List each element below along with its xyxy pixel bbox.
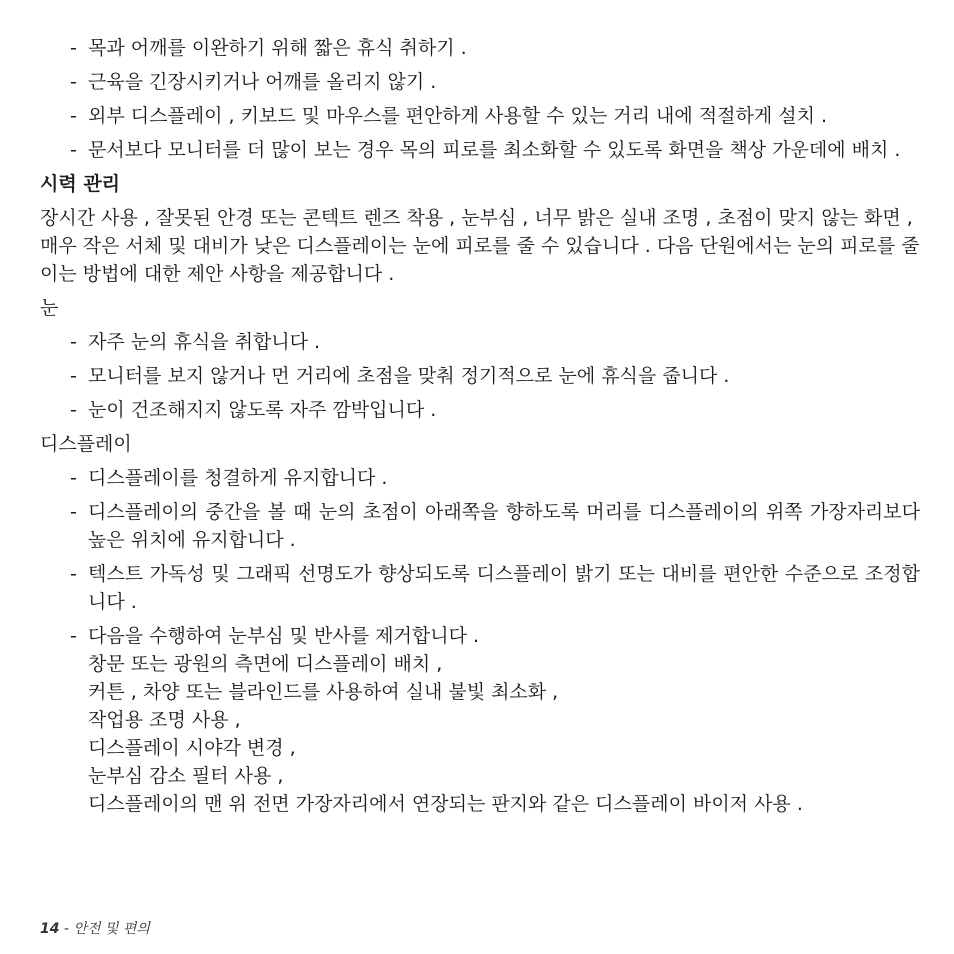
glare-item: 창문 또는 광원의 측면에 디스플레이 배치 , <box>88 653 443 675</box>
footer-section-title: 안전 및 편의 <box>73 921 150 937</box>
glare-item: 디스플레이의 맨 위 전면 가장자리에서 연장되는 판지와 같은 디스플레이 바이저 사용 . <box>88 793 803 815</box>
display-bullet <box>40 464 920 492</box>
bullet-text: 디스플레이의 중간을 볼 때 눈의 초점이 아래쪽을 향하도록 머리를 디스플레이의 위쪽 가장자리보다 높은 위치에 유지합니다 . <box>88 501 920 551</box>
glare-item: 디스플레이 시야각 변경 , <box>88 737 296 759</box>
bullet-text: 디스플레이를 청결하게 유지합니다 . <box>88 467 388 489</box>
glare-intro: 다음을 수행하여 눈부심 및 반사를 제거합니다 . <box>88 625 480 647</box>
page-footer <box>40 918 150 938</box>
display-bullet-glare <box>40 622 920 818</box>
posture-bullet <box>40 68 920 96</box>
bullet-dash: - <box>70 105 77 127</box>
eyes-bullet <box>40 328 920 356</box>
posture-bullet <box>40 102 920 130</box>
eyes-bullet <box>40 396 920 424</box>
bullet-text: 모니터를 보지 않거나 먼 거리에 초점을 맞춰 정기적으로 눈에 휴식을 줍니다 . <box>88 365 730 387</box>
bullet-text: 근육을 긴장시키거나 어깨를 올리지 않기 . <box>88 71 437 93</box>
subheading-eyes: 눈 <box>40 297 59 319</box>
subheading-display: 디스플레이 <box>40 433 132 455</box>
bullet-dash: - <box>70 501 77 523</box>
bullet-dash: - <box>70 139 77 161</box>
bullet-text: 텍스트 가독성 및 그래픽 선명도가 향상되도록 디스플레이 밝기 또는 대비를 편안한 수준으로 조정합니다 . <box>88 563 920 613</box>
bullet-text: 목과 어깨를 이완하기 위해 짧은 휴식 취하기 . <box>88 37 467 59</box>
bullet-text: 자주 눈의 휴식을 취합니다 . <box>88 331 321 353</box>
bullet-dash: - <box>70 71 77 93</box>
bullet-dash: - <box>70 365 77 387</box>
footer-separator: - <box>59 921 74 937</box>
display-bullet <box>40 498 920 554</box>
vision-paragraph: 장시간 사용 , 잘못된 안경 또는 콘텍트 렌즈 착용 , 눈부심 , 너무 밝은 실내 조명 , 초점이 맞지 않는 화면 , 매우 작은 서체 및 대비가 낮은 디스플레이는 눈에 피로를 줄 수 있습니다 . 다음 단원에서는 눈의 피로를 줄이는 방법에 대한 제안 사항을 제공합니다 . <box>40 207 920 285</box>
bullet-dash: - <box>70 37 77 59</box>
bullet-dash: - <box>70 331 77 353</box>
display-bullet <box>40 560 920 616</box>
bullet-dash: - <box>70 625 77 647</box>
glare-item: 눈부심 감소 필터 사용 , <box>88 765 284 787</box>
bullet-text: 문서보다 모니터를 더 많이 보는 경우 목의 피로를 최소화할 수 있도록 화면을 책상 가운데에 배치 . <box>88 139 901 161</box>
section-heading-vision: 시력 관리 <box>40 173 121 195</box>
glare-item: 작업용 조명 사용 , <box>88 709 241 731</box>
posture-bullet <box>40 34 920 62</box>
bullet-dash: - <box>70 399 77 421</box>
document-body <box>40 34 920 824</box>
eyes-bullet <box>40 362 920 390</box>
posture-bullet <box>40 136 920 164</box>
page-number: 14 <box>40 921 60 937</box>
bullet-text: 외부 디스플레이 , 키보드 및 마우스를 편안하게 사용할 수 있는 거리 내에 적절하게 설치 . <box>88 105 828 127</box>
bullet-dash: - <box>70 467 77 489</box>
bullet-text: 눈이 건조해지지 않도록 자주 깜박입니다 . <box>88 399 437 421</box>
bullet-dash: - <box>70 563 77 585</box>
glare-item: 커튼 , 차양 또는 블라인드를 사용하여 실내 불빛 최소화 , <box>88 681 559 703</box>
